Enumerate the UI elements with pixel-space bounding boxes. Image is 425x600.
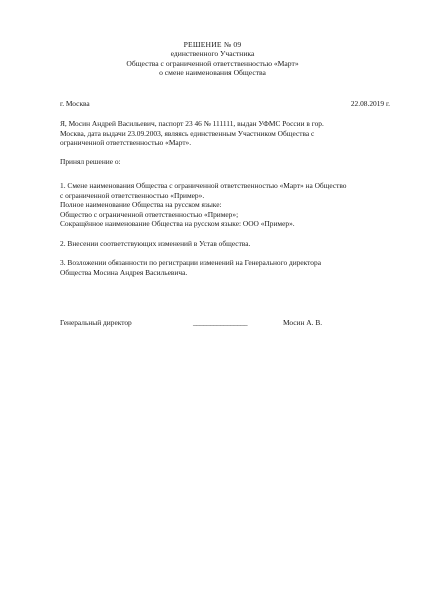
signature-block xyxy=(60,318,395,330)
decision-heading-text: Принял решение о: xyxy=(60,157,121,166)
decision-item-2 xyxy=(60,239,395,249)
header-line-participant: единственного Участника xyxy=(170,49,255,59)
item-1-line: с ограниченной ответственностью «Пример». xyxy=(60,190,205,200)
intro-paragraph xyxy=(60,119,395,148)
signature-line: ________________ xyxy=(193,318,248,327)
header-line-subject: о смене наименования Общества xyxy=(159,68,266,78)
document-date: 22.08.2019 г. xyxy=(350,99,390,108)
item-2-line: 2. Внесении соответствующих изменений в Устав общества. xyxy=(60,239,251,248)
intro-line: ограниченной ответственностью «Март». xyxy=(60,138,192,148)
document-place: г. Москва xyxy=(60,99,90,108)
item-1-line: Полное наименование Общества на русском языке: xyxy=(60,200,222,210)
decision-heading xyxy=(60,157,395,167)
decision-item-3 xyxy=(60,258,395,277)
signatory-name: Мосин А. В. xyxy=(283,318,323,327)
item-1-line: Общество с ограниченной ответственностью «Пример»; xyxy=(60,209,239,219)
intro-line: Я, Мосин Андрей Васильевич, паспорт 23 46 № 111111, выдан УФМС России в гор. xyxy=(60,119,324,128)
signatory-position: Генеральный директор xyxy=(60,318,132,327)
item-3-line: 3. Возложении обязанности по регистрации изменений на Генерального директора xyxy=(60,258,321,267)
intro-line: Москва, дата выдачи 23.09.2003, являясь единственным Участником Общества с xyxy=(60,128,315,138)
item-1-line: 1. Смене наименования Общества с ограниченной ответственностью «Март» на Общество xyxy=(60,181,347,190)
header-line-company: Общества с ограниченной ответственностью «Март» xyxy=(126,58,299,68)
item-1-line: Сокращённое наименование Общества на русском языке: ООО «Пример». xyxy=(60,219,295,229)
document-title: РЕШЕНИЕ № 09 xyxy=(183,40,242,49)
item-3-line: Общества Мосина Андрея Васильевича. xyxy=(60,267,188,277)
decision-item-1 xyxy=(60,181,395,229)
document-header xyxy=(0,40,425,78)
